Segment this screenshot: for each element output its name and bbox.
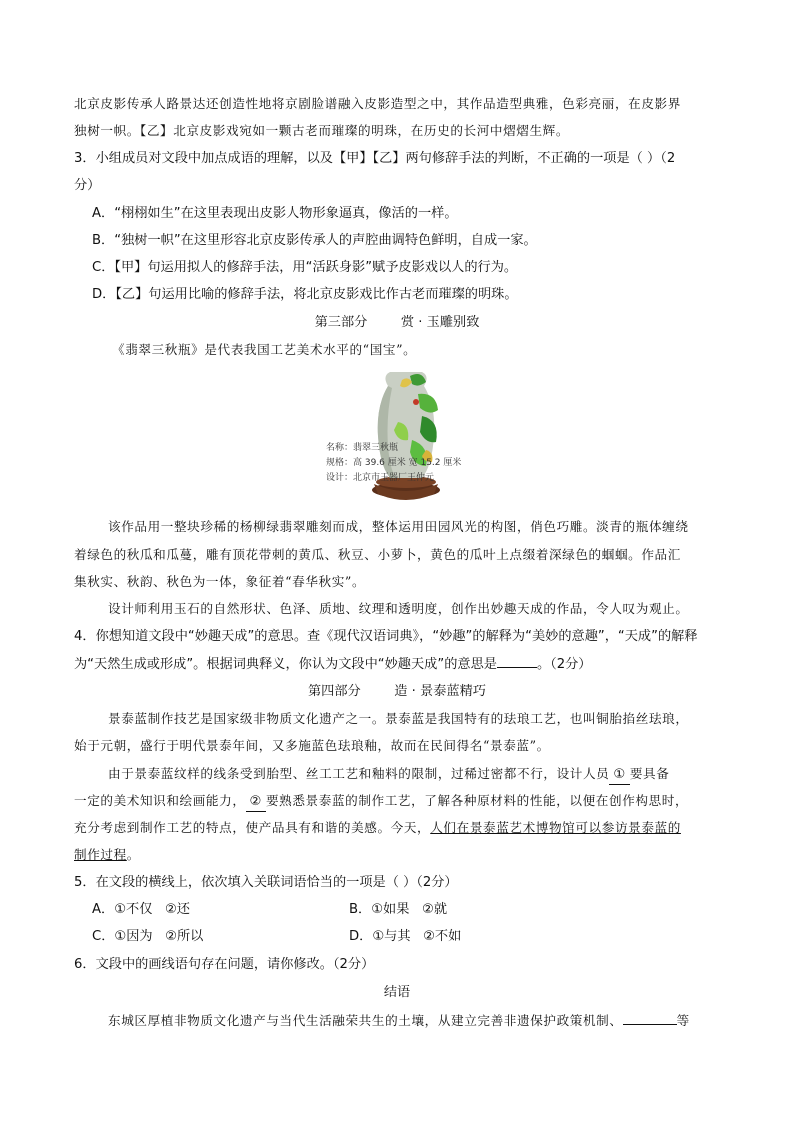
part4-para2-line-2-end: 要熟悉景泰蓝的制作工艺，了解各种原材料的性能，以便在创作构思时，	[265, 793, 689, 808]
part4-para2-line-1	[108, 765, 758, 785]
q3-option-b: B．“独树一帜”在这里形容北京皮影传承人的声腔曲调特色鲜明，自成一家。	[92, 233, 537, 248]
part4-para1-line-1: 景泰蓝制作技艺是国家级非物质文化遗产之一。景泰蓝是我国特有的珐琅工艺，也叫铜胎掐丝珐琅，	[108, 711, 689, 726]
part3-para1-line-1: 该作品用一整块珍稀的杨柳绿翡翠雕刻而成，整体运用田园风光的构图，俏色巧雕。淡青的瓶体缠绕	[108, 519, 689, 534]
jade-vase-illustration	[326, 366, 476, 506]
part3-para2: 设计师利用玉石的自然形状、色泽、质地、纹理和透明度，创作出妙趣天成的作品，令人叹为观止。	[108, 601, 689, 616]
q3-option-d: D．【乙】句运用比喻的修辞手法，将北京皮影戏比作古老而璀璨的明珠。	[92, 287, 518, 302]
q3-option-c: C．【甲】句运用拟人的修辞手法，用“活跃身影”赋予皮影戏以人的行为。	[92, 260, 518, 275]
conclusion-line-1	[108, 1012, 758, 1030]
part4-heading: 第四部分 造 · 景泰蓝精巧	[308, 684, 486, 699]
underlined-sentence-part-1: 人们在景泰蓝艺术博物馆可以参访景泰蓝的	[430, 820, 681, 835]
part4-para2-line-4-end: 。	[126, 847, 140, 862]
q4-line-2-end: 。（2分）	[536, 657, 592, 672]
q4-answer-blank[interactable]	[497, 655, 537, 668]
q3-stem-line-2: 分）	[74, 178, 101, 193]
vase-caption-designer: 设计：北京市玉器厂王仲元	[326, 473, 435, 483]
part3-para1-line-2: 着绿色的秋瓜和瓜蔓，雕有顶花带刺的黄瓜、秋豆、小萝卜，黄色的瓜叶上点缀着深绿色的蝈蝈。作品汇	[74, 547, 681, 562]
conclusion-blank[interactable]	[623, 1012, 677, 1025]
part4-para1-line-2: 始于元朝，盛行于明代景泰年间，又多施蓝色珐琅釉，故而在民间得名“景泰蓝”。	[74, 738, 550, 753]
q4-line-2-text: 为“天然生成或形成”。根据词典释义，你认为文段中“妙趣天成”的意思是	[74, 657, 497, 672]
q3-option-a: A．“栩栩如生”在这里表现出皮影人物形象逼真，像活的一样。	[92, 206, 458, 221]
intro-line-1: 北京皮影传承人路景达还创造性地将京剧脸谱融入皮影造型之中，其作品造型典雅，色彩亮丽，在皮影界	[74, 96, 681, 111]
blank-1-marker: ①	[609, 766, 629, 785]
underlined-sentence-part-2: 制作过程	[74, 847, 127, 862]
conclusion-line-1-end: 等	[676, 1013, 690, 1028]
part4-para2-line-2	[74, 792, 724, 812]
conclusion-heading: 结语	[383, 985, 411, 1000]
part3-heading: 第三部分 赏 · 玉雕别致	[314, 315, 480, 330]
jade-vase-image	[326, 366, 476, 506]
q5-option-b: B．①如果 ②就	[349, 902, 448, 917]
part4-para2-line-3-text: 充分考虑到制作工艺的特点，使产品具有和谐的美感。今天，	[74, 820, 431, 835]
part4-para2-line-4	[74, 846, 724, 864]
q4-line-2	[74, 655, 724, 674]
vase-caption-name: 名称：翡翠三秋瓶	[326, 443, 399, 453]
part3-para1-line-3: 集秋实、秋韵、秋色为一体，象征着“春华秋实”。	[74, 574, 366, 589]
q3-stem-line-1: 3．小组成员对文段中加点成语的理解，以及【甲】【乙】两句修辞手法的判断，不正确的一项是（ ）（2	[74, 151, 676, 166]
q5-stem: 5．在文段的横线上，依次填入关联词语恰当的一项是（ ）（2分）	[74, 875, 458, 890]
conclusion-line-1-text: 东城区厚植非物质文化遗产与当代生活融荣共生的土壤，从建立完善非遗保护政策机制、	[108, 1013, 623, 1028]
part4-para2-line-1-end: 要具备	[629, 766, 670, 781]
blank-2-marker: ②	[246, 793, 266, 812]
q5-option-d: D．①与其 ②不如	[349, 929, 462, 944]
q4-line-1: 4．你想知道文段中“妙趣天成”的意思。查《现代汉语词典》，“妙趣”的解释为“美妙的意趣”，“天成”的解释	[74, 629, 698, 644]
part4-para2-line-3	[74, 819, 724, 837]
q5-option-c: C．①因为 ②所以	[92, 929, 204, 944]
part4-para2-line-1-text: 由于景泰蓝纹样的线条受到胎型、丝工工艺和釉料的限制，过稀过密都不行，设计人员	[108, 766, 610, 781]
q5-option-a: A．①不仅 ②还	[92, 902, 190, 917]
vase-caption-size: 规格：高 39.6 厘米 宽 15.2 厘米	[326, 458, 462, 468]
intro-line-2: 独树一帜。【乙】北京皮影戏宛如一颗古老而璀璨的明珠，在历史的长河中熠熠生辉。	[74, 123, 570, 138]
q6-stem: 6．文段中的画线语句存在问题，请你修改。（2分）	[74, 957, 375, 972]
part3-intro: 《翡翠三秋瓶》是代表我国工艺美术水平的“国宝”。	[112, 342, 417, 357]
part4-para2-line-2-text: 一定的美术知识和绘画能力，	[74, 793, 246, 808]
